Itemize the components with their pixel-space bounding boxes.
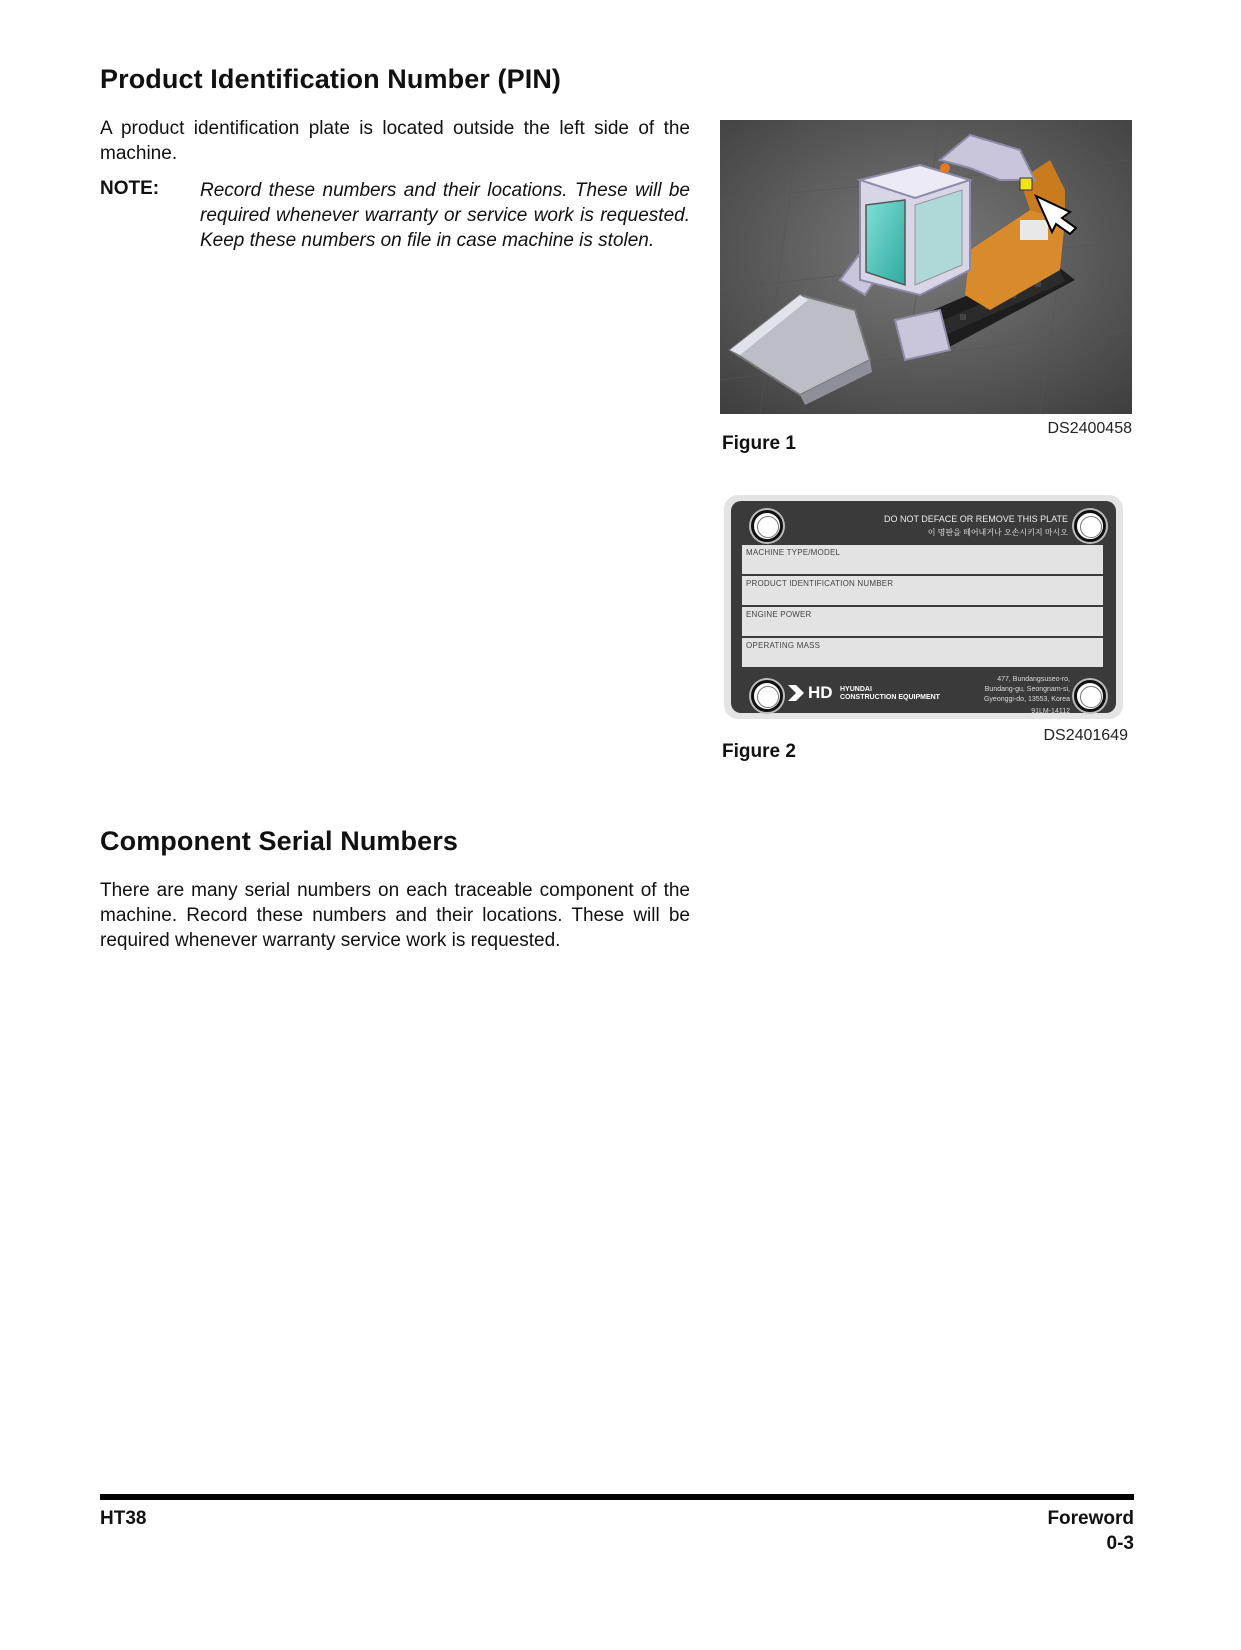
figure1-caption: Figure 1 — [722, 433, 796, 454]
figure2-caption: Figure 2 — [722, 741, 796, 762]
address-line: 477, Bundangsuseo-ro, — [997, 676, 1070, 683]
plate-brand-line2: CONSTRUCTION EQUIPMENT — [840, 694, 940, 701]
track-loader-illustration — [720, 120, 1132, 414]
hd-chevron-icon — [786, 683, 806, 703]
note-text: Record these numbers and their locations. These will be required whenever warranty or service work is requested. Keep these numbers on file in case machine is stolen. — [200, 180, 690, 251]
plate-field-operating-mass — [742, 638, 1103, 667]
rivet-icon — [1074, 510, 1106, 542]
footer-section: Foreword — [1047, 1508, 1134, 1529]
footer-page-number: 0-3 — [1106, 1533, 1134, 1554]
footer-model: HT38 — [100, 1508, 147, 1529]
rivet-icon — [751, 680, 783, 712]
rivet-icon — [1074, 680, 1106, 712]
rivet-icon — [751, 510, 783, 542]
address-line: Gyeonggi-do, 13553, Korea — [983, 696, 1070, 703]
plate-brand-line1: HYUNDAI — [840, 686, 872, 693]
address-line: Bundang-gu, Seongnam-si, — [984, 686, 1070, 693]
plate-field-label: PRODUCT IDENTIFICATION NUMBER — [746, 579, 894, 588]
plate-warning-kr: 이 명판을 떼어내거나 오손시키지 마시오 — [927, 528, 1068, 537]
section-title-pin: Product Identification Number (PIN) — [100, 64, 562, 94]
footer-rule — [100, 1494, 1134, 1500]
plate-field-machine-type — [742, 545, 1103, 576]
plate-field-label: OPERATING MASS — [746, 641, 821, 650]
plate-logo: HD — [808, 683, 833, 702]
plate-warning-en: DO NOT DEFACE OR REMOVE THIS PLATE — [883, 514, 1068, 524]
plate-field-label: ENGINE POWER — [746, 610, 812, 619]
section-title-component-serials: Component Serial Numbers — [100, 826, 458, 856]
plate-address — [940, 675, 1070, 717]
plate-field-engine-power — [742, 607, 1103, 638]
plate-part-number: 91LM-14112 — [1031, 708, 1070, 715]
note-label: NOTE: — [100, 178, 160, 199]
component-serials-paragraph: There are many serial numbers on each traceable component of the machine. Record these numbers and their locations. These will be required whenever warranty service work is requested. — [100, 880, 690, 951]
pin-paragraph: A product identification plate is located outside the left side of the machine. — [100, 118, 690, 164]
plate-field-label: MACHINE TYPE/MODEL — [746, 548, 841, 557]
figure2-code: DS2401649 — [1043, 727, 1128, 744]
figure1-image — [720, 120, 1132, 414]
plate-field-pin — [742, 576, 1103, 607]
figure1-code: DS2400458 — [1047, 420, 1132, 437]
